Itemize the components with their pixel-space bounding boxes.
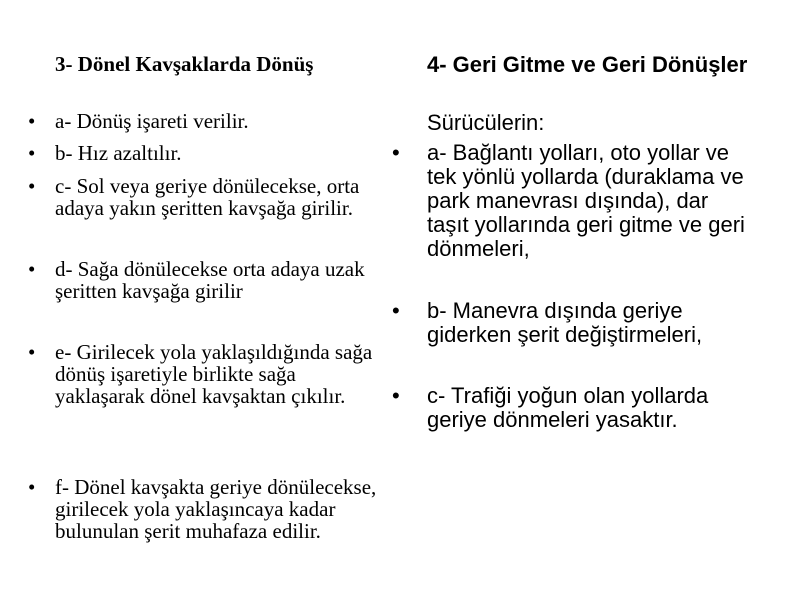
bullet-icon: • bbox=[28, 141, 36, 165]
left-item-text: e- Girilecek yola yaklaşıldığında sağa dönüş işaretiyle birlikte sağa yaklaşarak dönel kavşaktan çıkılır. bbox=[55, 340, 373, 408]
bullet-icon: • bbox=[28, 174, 36, 198]
left-item-text: b- Hız azaltılır. bbox=[55, 141, 182, 165]
left-list-item bbox=[28, 476, 383, 542]
left-item-text: c- Sol veya geriye dönülecekse, orta adaya yakın şeritten kavşağa girilir. bbox=[55, 174, 360, 220]
left-item-text: f- Dönel kavşakta geriye dönülecekse, girilecek yola yaklaşıncaya kadar bulunulan şerit muhafaza edilir. bbox=[55, 475, 377, 543]
left-heading: 3- Dönel Kavşaklarda Dönüş bbox=[55, 52, 314, 76]
bullet-icon: • bbox=[392, 298, 400, 323]
right-heading: 4- Geri Gitme ve Geri Dönüşler bbox=[427, 52, 748, 77]
left-item-text: a- Dönüş işareti verilir. bbox=[55, 109, 249, 133]
right-subheading: Sürücülerin: bbox=[427, 110, 545, 135]
bullet-icon: • bbox=[28, 109, 36, 133]
left-list-item bbox=[28, 175, 383, 219]
right-list-item bbox=[392, 141, 752, 261]
right-list-item bbox=[392, 299, 752, 347]
left-list-item bbox=[28, 142, 383, 164]
bullet-icon: • bbox=[392, 383, 400, 408]
bullet-icon: • bbox=[28, 257, 36, 281]
right-item-text: b- Manevra dışında geriye giderken şerit değiştirmeleri, bbox=[427, 298, 703, 347]
bullet-icon: • bbox=[28, 340, 36, 364]
right-item-text: a- Bağlantı yolları, oto yollar ve tek yönlü yollarda (duraklama ve park manevrası dışında), dar taşıt yollarında geri gitme ve geri dönmeleri, bbox=[427, 140, 745, 261]
left-item-text: d- Sağa dönülecekse orta adaya uzak şeritten kavşağa girilir bbox=[55, 257, 365, 303]
left-list-item bbox=[28, 110, 383, 132]
right-list-item bbox=[392, 384, 752, 432]
right-item-text: c- Trafiği yoğun olan yollarda geriye dönmeleri yasaktır. bbox=[427, 383, 709, 432]
left-list-item bbox=[28, 258, 383, 302]
bullet-icon: • bbox=[28, 475, 36, 499]
bullet-icon: • bbox=[392, 140, 400, 165]
left-list-item bbox=[28, 341, 383, 407]
